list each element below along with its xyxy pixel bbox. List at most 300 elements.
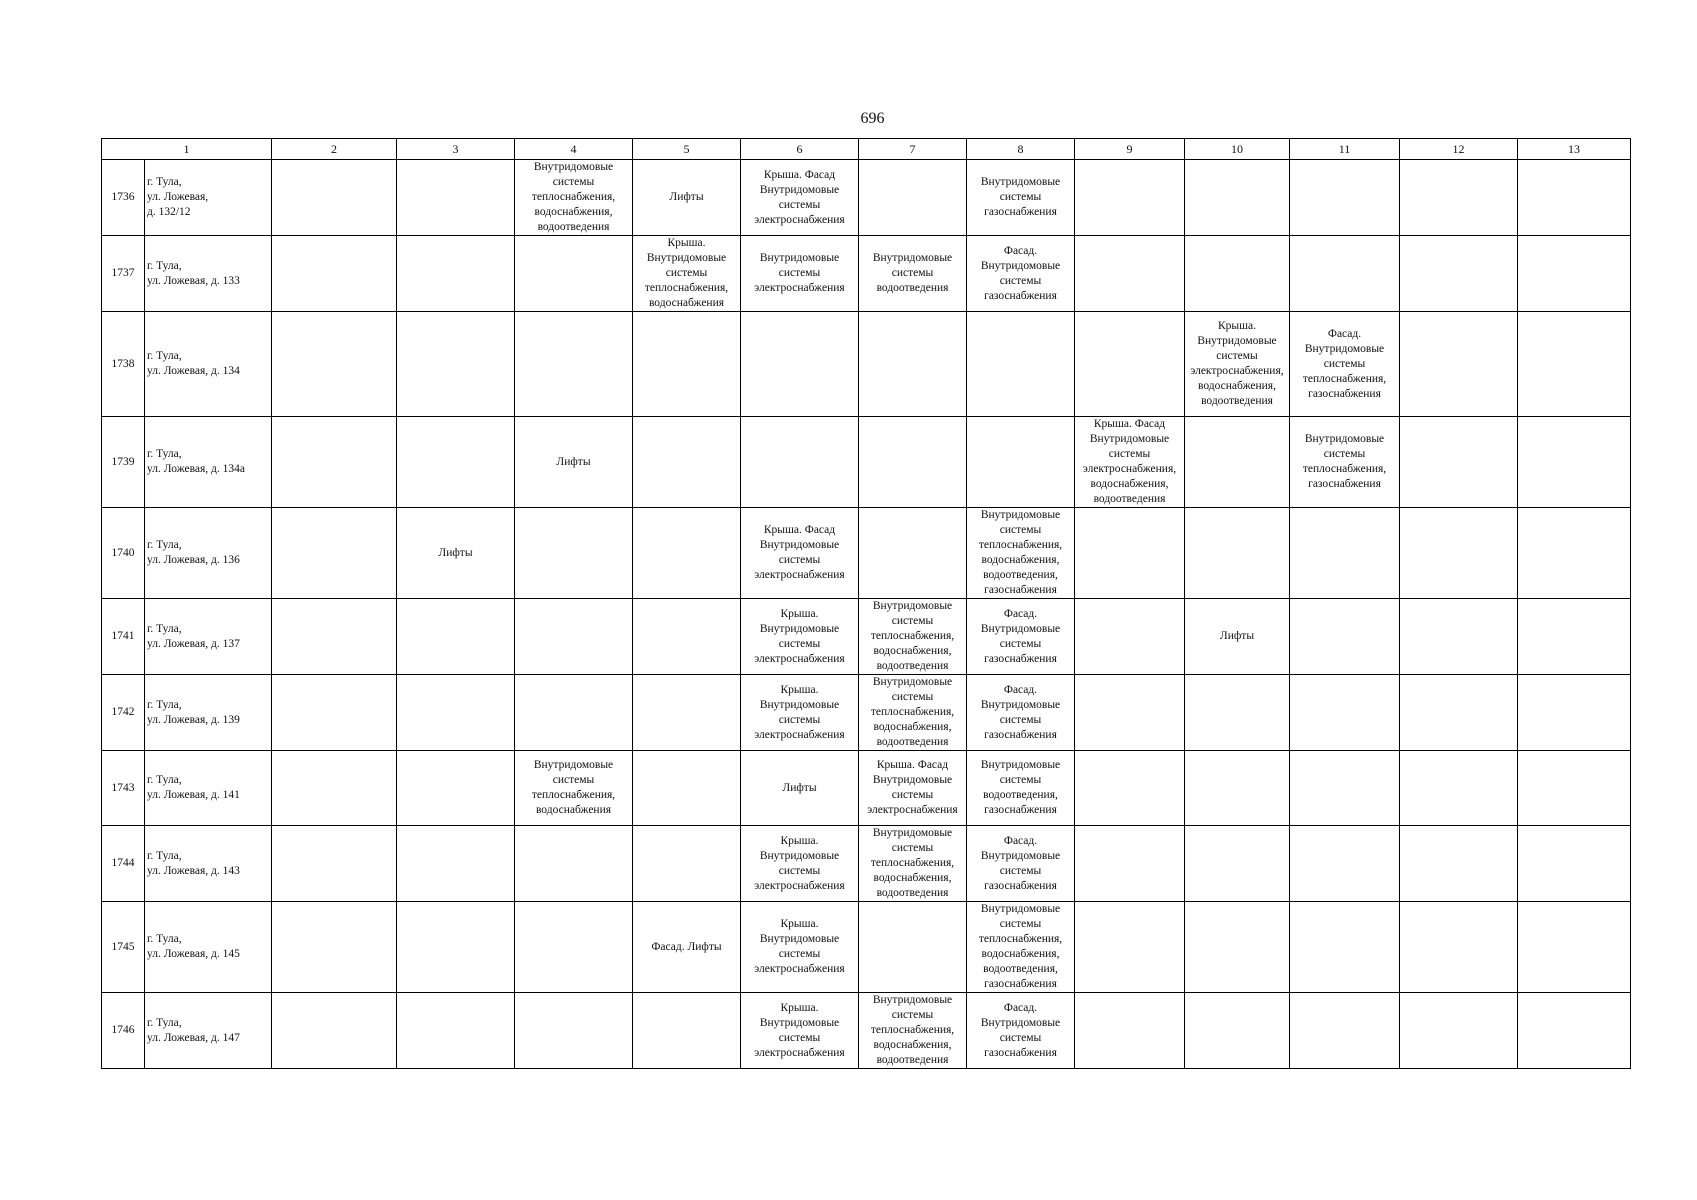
work-type-line: газоснабжения: [984, 584, 1057, 596]
work-type-line: Внутридомовые: [980, 698, 1061, 711]
cell-col-2: [272, 675, 397, 751]
cell-col-13: [1518, 160, 1631, 236]
cell-col-10: [1185, 160, 1290, 236]
cell-col-5: [633, 599, 741, 675]
work-type-line: водоотведения: [876, 1054, 949, 1066]
cell-col-12: [1400, 417, 1518, 508]
work-type-line: системы: [1216, 350, 1258, 362]
cell-col-2: [272, 508, 397, 599]
work-type-line: Внутридомовые: [872, 774, 953, 786]
cell-col-3: [397, 236, 515, 312]
cell-col-9: [1075, 312, 1185, 417]
work-type-line: Внутридомовые: [980, 849, 1061, 862]
work-type-line: системы: [1323, 357, 1366, 370]
work-type-line: системы: [891, 1009, 934, 1021]
cell-col-9: [1075, 902, 1185, 993]
cell-col-6: [741, 751, 859, 826]
work-type-line: Крыша.: [1218, 320, 1256, 332]
cell-col-5: [633, 751, 741, 826]
cell-col-7: [859, 312, 967, 417]
cell-col-11: [1290, 312, 1400, 417]
cell-col-11: [1290, 751, 1400, 826]
cell-col-8: [967, 236, 1075, 312]
column-header-11: 11: [1290, 139, 1400, 160]
work-type-line: Внутридомовые: [533, 161, 614, 173]
cell-col-3: [397, 312, 515, 417]
cell-col-3: [397, 599, 515, 675]
work-type-line: водоснабжения: [648, 297, 725, 309]
address-line: г. Тула,: [147, 774, 182, 786]
work-type-line: Крыша. Фасад: [1093, 418, 1166, 430]
address-line: г. Тула,: [147, 622, 182, 635]
column-header-1: 1: [102, 139, 272, 160]
work-type-line: электроснабжения: [754, 963, 845, 975]
cell-col-11: [1290, 599, 1400, 675]
address-cell: [145, 826, 272, 902]
cell-col-10: [1185, 599, 1290, 675]
cell-col-5: [633, 417, 741, 508]
work-type-line: теплоснабжения,: [531, 191, 616, 203]
address-cell: [145, 993, 272, 1069]
cell-col-8: [967, 312, 1075, 417]
work-type-line: системы: [552, 774, 595, 786]
cell-col-13: [1518, 312, 1631, 417]
work-type-line: системы: [891, 842, 934, 854]
work-type-line: Внутридомовые: [759, 1016, 840, 1029]
cell-col-4: [515, 160, 633, 236]
cell-col-13: [1518, 599, 1631, 675]
cell-col-12: [1400, 599, 1518, 675]
work-type-line: системы: [999, 274, 1042, 287]
work-type-line: системы: [999, 1031, 1042, 1044]
table-row: [102, 902, 1631, 993]
work-type-line: водоснабжения,: [981, 948, 1060, 960]
cell-col-2: [272, 826, 397, 902]
work-type-line: водоснабжения,: [1198, 380, 1276, 392]
address-line: г. Тула,: [147, 933, 182, 945]
work-type-line: электроснабжения: [754, 1046, 845, 1059]
work-type-line: Внутридомовые: [759, 183, 840, 196]
cell-col-8: [967, 599, 1075, 675]
work-type-line: системы: [891, 615, 934, 627]
work-type-line: Внутридомовые: [759, 698, 840, 711]
cell-col-7: [859, 508, 967, 599]
cell-col-13: [1518, 902, 1631, 993]
cell-col-11: [1290, 417, 1400, 508]
work-type-line: Внутридомовые: [1304, 433, 1385, 445]
work-type-line: водоотведения: [876, 282, 949, 294]
cell-col-6: [741, 312, 859, 417]
address-cell: [145, 675, 272, 751]
work-type-line: электроснабжения: [754, 213, 845, 226]
cell-col-12: [1400, 675, 1518, 751]
work-type-line: Внутридомовые: [980, 759, 1061, 771]
work-type-line: Внутридомовые: [980, 1016, 1061, 1029]
work-type-line: Внутридомовые: [980, 622, 1061, 635]
cell-col-3: [397, 508, 515, 599]
cell-col-7: [859, 236, 967, 312]
work-type-line: Фасад.: [1003, 683, 1038, 696]
cell-col-13: [1518, 826, 1631, 902]
cell-col-8: [967, 508, 1075, 599]
work-type-line: системы: [778, 864, 821, 877]
table-row: [102, 675, 1631, 751]
work-type-line: Фасад.: [1003, 834, 1038, 847]
cell-col-5: [633, 826, 741, 902]
work-type-line: системы: [891, 691, 934, 703]
work-type-line: водоотведения: [1093, 493, 1166, 505]
work-type-line: Крыша.: [780, 607, 819, 620]
cell-col-10: [1185, 902, 1290, 993]
work-type-line: Внутридомовые: [759, 849, 840, 862]
table-row: [102, 993, 1631, 1069]
work-type-line: Внутридомовые: [759, 933, 840, 945]
address-line: ул. Ложевая, д. 141: [147, 789, 240, 801]
table-row: [102, 417, 1631, 508]
row-number: 1746: [102, 993, 145, 1069]
table-row: [102, 236, 1631, 312]
cell-col-8: [967, 417, 1075, 508]
work-type-line: газоснабжения: [984, 728, 1057, 741]
row-number: 1745: [102, 902, 145, 993]
cell-col-6: [741, 993, 859, 1069]
work-type-line: водоотведения: [876, 887, 949, 899]
work-type-line: водоотведения,: [983, 963, 1058, 975]
work-type-line: электроснабжения: [754, 282, 845, 294]
work-type-line: теплоснабжения,: [870, 1024, 955, 1036]
address-line: г. Тула,: [147, 448, 182, 460]
cell-col-12: [1400, 751, 1518, 826]
cell-col-11: [1290, 236, 1400, 312]
cell-col-10: [1185, 417, 1290, 508]
work-type-line: Лифты: [782, 781, 817, 794]
address-line: г. Тула,: [147, 539, 182, 551]
work-type-line: теплоснабжения,: [644, 282, 729, 294]
address-cell: [145, 902, 272, 993]
work-type-line: Внутридомовые: [759, 539, 840, 551]
address-line: ул. Ложевая, д. 133: [147, 274, 240, 287]
work-type-line: системы: [1108, 448, 1151, 460]
work-type-line: Внутридомовые: [872, 827, 953, 839]
work-type-line: водоснабжения,: [873, 721, 952, 733]
row-number: 1739: [102, 417, 145, 508]
work-type-line: газоснабжения: [984, 289, 1057, 302]
cell-col-2: [272, 417, 397, 508]
work-type-line: Внутридомовые: [980, 509, 1061, 521]
row-number: 1743: [102, 751, 145, 826]
work-type-line: Внутридомовые: [980, 903, 1061, 915]
work-type-line: системы: [1323, 448, 1366, 460]
cell-col-6: [741, 417, 859, 508]
work-type-line: электроснабжения,: [1082, 463, 1177, 475]
cell-col-3: [397, 826, 515, 902]
work-type-line: системы: [778, 713, 821, 726]
address-cell: [145, 599, 272, 675]
table-row: [102, 826, 1631, 902]
work-type-line: Фасад.: [1003, 1001, 1038, 1014]
work-type-line: системы: [999, 524, 1042, 536]
cell-col-13: [1518, 417, 1631, 508]
column-header-3: 3: [397, 139, 515, 160]
work-type-line: Внутридомовые: [980, 259, 1061, 272]
cell-col-3: [397, 993, 515, 1069]
table-row: [102, 160, 1631, 236]
work-type-line: водоснабжения,: [873, 872, 952, 884]
cell-col-9: [1075, 236, 1185, 312]
column-header-9: 9: [1075, 139, 1185, 160]
cell-col-12: [1400, 312, 1518, 417]
row-number: 1744: [102, 826, 145, 902]
cell-col-5: [633, 508, 741, 599]
work-type-line: Лифты: [669, 191, 704, 203]
address-cell: [145, 751, 272, 826]
address-cell: [145, 236, 272, 312]
address-line: г. Тула,: [147, 176, 182, 188]
work-type-line: Внутридомовые: [872, 252, 953, 264]
cell-col-11: [1290, 826, 1400, 902]
work-type-line: Лифты: [1219, 630, 1255, 642]
address-line: г. Тула,: [147, 1016, 182, 1029]
cell-col-3: [397, 902, 515, 993]
address-line: ул. Ложевая, д. 134: [147, 365, 240, 377]
work-type-line: электроснабжения: [754, 728, 845, 741]
address-line: ул. Ложевая,: [147, 191, 209, 203]
address-line: д. 132/12: [147, 206, 191, 218]
work-type-line: Крыша. Фасад: [763, 524, 836, 536]
cell-col-12: [1400, 902, 1518, 993]
cell-col-4: [515, 312, 633, 417]
cell-col-9: [1075, 160, 1185, 236]
table-row: [102, 312, 1631, 417]
cell-col-5: [633, 160, 741, 236]
address-cell: [145, 417, 272, 508]
work-type-line: системы: [999, 637, 1042, 650]
cell-col-7: [859, 751, 967, 826]
column-header-4: 4: [515, 139, 633, 160]
address-line: г. Тула,: [147, 350, 182, 362]
cell-col-8: [967, 675, 1075, 751]
cell-col-4: [515, 675, 633, 751]
work-type-line: Фасад.: [1003, 607, 1038, 620]
address-cell: [145, 160, 272, 236]
cell-col-2: [272, 751, 397, 826]
cell-col-9: [1075, 417, 1185, 508]
row-number: 1741: [102, 599, 145, 675]
cell-col-10: [1185, 675, 1290, 751]
cell-col-4: [515, 508, 633, 599]
column-header-8: 8: [967, 139, 1075, 160]
cell-col-4: [515, 993, 633, 1069]
column-header-6: 6: [741, 139, 859, 160]
cell-col-13: [1518, 508, 1631, 599]
row-number: 1738: [102, 312, 145, 417]
cell-col-8: [967, 160, 1075, 236]
table-row: [102, 508, 1631, 599]
work-type-line: системы: [891, 789, 934, 801]
table-body: [102, 160, 1631, 1069]
work-type-line: Фасад.: [1327, 327, 1362, 340]
cell-col-4: [515, 417, 633, 508]
row-number: 1737: [102, 236, 145, 312]
work-type-line: системы: [778, 267, 821, 279]
cell-col-9: [1075, 599, 1185, 675]
work-type-line: Внутридомовые: [759, 252, 840, 264]
work-type-line: системы: [778, 948, 821, 960]
cell-col-4: [515, 902, 633, 993]
cell-col-11: [1290, 993, 1400, 1069]
work-type-line: системы: [999, 774, 1042, 786]
work-type-line: Крыша.: [780, 834, 819, 847]
work-type-line: Крыша. Фасад: [876, 759, 949, 771]
cell-col-5: [633, 236, 741, 312]
column-header-5: 5: [633, 139, 741, 160]
work-type-line: водоснабжения,: [873, 645, 952, 657]
cell-col-10: [1185, 826, 1290, 902]
cell-col-2: [272, 902, 397, 993]
cell-col-9: [1075, 993, 1185, 1069]
work-type-line: водоотведения: [876, 736, 949, 748]
cell-col-8: [967, 993, 1075, 1069]
address-line: г. Тула,: [147, 259, 182, 272]
cell-col-6: [741, 675, 859, 751]
work-type-line: теплоснабжения,: [1302, 463, 1387, 475]
cell-col-11: [1290, 508, 1400, 599]
cell-col-10: [1185, 312, 1290, 417]
repair-schedule-table: [101, 138, 1631, 1069]
cell-col-7: [859, 902, 967, 993]
cell-col-9: [1075, 751, 1185, 826]
cell-col-12: [1400, 826, 1518, 902]
cell-col-2: [272, 160, 397, 236]
work-type-line: водоснабжения,: [873, 1039, 952, 1051]
work-type-line: Крыша.: [667, 237, 706, 249]
row-number: 1736: [102, 160, 145, 236]
work-type-line: Внутридомовые: [1197, 335, 1277, 347]
work-type-line: Внутридомовые: [1089, 433, 1170, 445]
address-line: ул. Ложевая, д. 139: [147, 713, 240, 726]
work-type-line: системы: [999, 918, 1042, 930]
cell-col-3: [397, 675, 515, 751]
cell-col-13: [1518, 675, 1631, 751]
cell-col-11: [1290, 160, 1400, 236]
work-type-line: теплоснабжения,: [1302, 372, 1387, 385]
work-type-line: водоснабжения,: [981, 554, 1060, 566]
column-header-2: 2: [272, 139, 397, 160]
work-type-line: электроснабжения: [754, 569, 845, 581]
table-row: [102, 751, 1631, 826]
cell-col-2: [272, 993, 397, 1069]
cell-col-7: [859, 160, 967, 236]
cell-col-7: [859, 993, 967, 1069]
cell-col-8: [967, 751, 1075, 826]
cell-col-13: [1518, 236, 1631, 312]
address-line: ул. Ложевая, д. 136: [147, 554, 240, 566]
cell-col-12: [1400, 993, 1518, 1069]
column-header-10: 10: [1185, 139, 1290, 160]
work-type-line: Фасад.: [1003, 244, 1038, 257]
cell-col-2: [272, 312, 397, 417]
cell-col-10: [1185, 993, 1290, 1069]
work-type-line: Лифты: [438, 546, 473, 559]
work-type-line: системы: [778, 637, 821, 650]
column-header-12: 12: [1400, 139, 1518, 160]
work-type-line: газоснабжения: [984, 652, 1057, 665]
work-type-line: электроснабжения: [867, 804, 958, 816]
work-type-line: газоснабжения: [984, 978, 1057, 990]
work-type-line: Внутридомовые: [872, 676, 953, 688]
cell-col-12: [1400, 236, 1518, 312]
work-type-line: Внутридомовые: [980, 176, 1061, 188]
cell-col-2: [272, 599, 397, 675]
cell-col-13: [1518, 993, 1631, 1069]
work-type-line: системы: [999, 864, 1042, 877]
cell-col-5: [633, 312, 741, 417]
work-type-line: теплоснабжения,: [978, 933, 1063, 945]
work-type-line: Внутридомовые: [872, 600, 953, 612]
table-row: [102, 599, 1631, 675]
cell-col-2: [272, 236, 397, 312]
work-type-line: Крыша.: [780, 683, 819, 696]
header-row: [102, 139, 1631, 160]
work-type-line: водоснабжения,: [534, 206, 613, 218]
work-type-line: газоснабжения: [1308, 387, 1381, 400]
cell-col-6: [741, 160, 859, 236]
cell-col-6: [741, 508, 859, 599]
row-number: 1740: [102, 508, 145, 599]
cell-col-4: [515, 236, 633, 312]
cell-col-3: [397, 751, 515, 826]
address-line: ул. Ложевая, д. 137: [147, 637, 240, 650]
work-type-line: газоснабжения: [984, 804, 1057, 816]
address-cell: [145, 508, 272, 599]
work-type-line: газоснабжения: [1308, 478, 1381, 490]
work-type-line: теплоснабжения,: [870, 857, 955, 869]
work-type-line: водоотведения,: [983, 789, 1058, 801]
cell-col-6: [741, 599, 859, 675]
work-type-line: системы: [999, 191, 1042, 203]
cell-col-6: [741, 826, 859, 902]
work-type-line: электроснабжения,: [1190, 365, 1284, 377]
cell-col-10: [1185, 508, 1290, 599]
page-number: 696: [860, 110, 885, 127]
address-line: ул. Ложевая, д. 143: [147, 864, 240, 877]
work-type-line: Крыша.: [780, 918, 819, 930]
address-line: г. Тула,: [147, 849, 182, 862]
work-type-line: водоснабжения: [535, 804, 612, 816]
address-line: ул. Ложевая, д. 147: [147, 1031, 240, 1044]
cell-col-8: [967, 902, 1075, 993]
work-type-line: системы: [778, 554, 821, 566]
column-header-13: 13: [1518, 139, 1631, 160]
work-type-line: водоотведения: [1201, 395, 1273, 407]
work-type-line: системы: [999, 713, 1042, 726]
work-type-line: газоснабжения: [984, 1046, 1057, 1059]
work-type-line: теплоснабжения,: [531, 789, 616, 801]
work-type-line: Внутридомовые: [646, 252, 727, 264]
column-header-7: 7: [859, 139, 967, 160]
cell-col-6: [741, 236, 859, 312]
address-line: ул. Ложевая, д. 134а: [147, 463, 245, 475]
work-type-line: газоснабжения: [984, 879, 1057, 892]
cell-col-5: [633, 902, 741, 993]
cell-col-4: [515, 826, 633, 902]
cell-col-13: [1518, 751, 1631, 826]
work-type-line: Фасад. Лифты: [651, 940, 722, 953]
cell-col-11: [1290, 675, 1400, 751]
work-type-line: Крыша. Фасад: [763, 168, 836, 181]
cell-col-3: [397, 160, 515, 236]
cell-col-9: [1075, 826, 1185, 902]
